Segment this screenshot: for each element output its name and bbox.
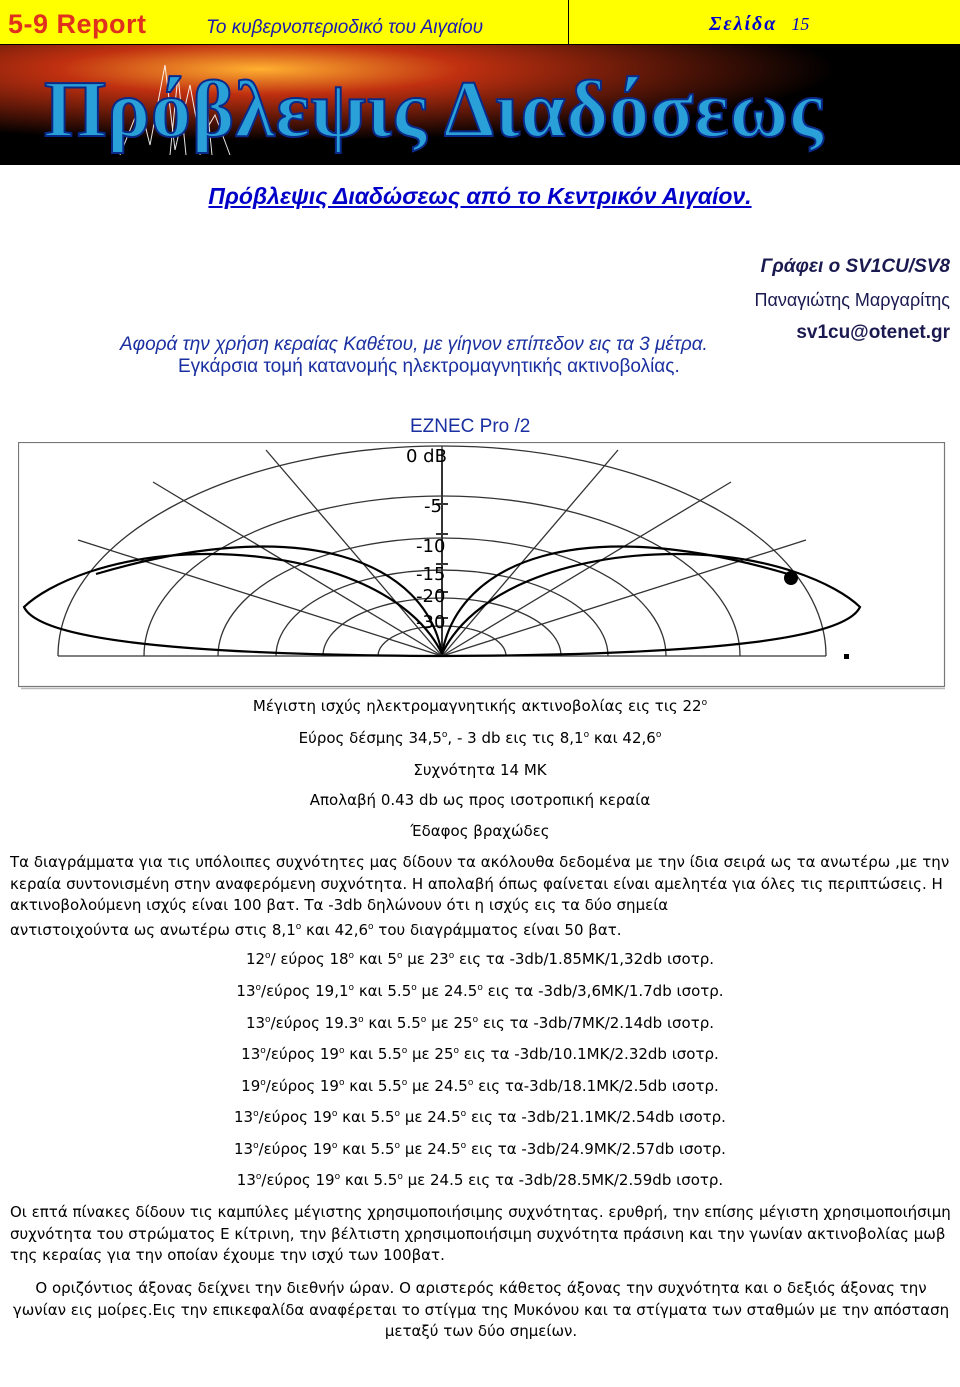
- frequency-row-segment: και 5: [354, 950, 397, 968]
- frequency-row-segment: και 5.5: [363, 1014, 421, 1032]
- degree-sup: ο: [467, 1078, 474, 1088]
- max-gain-marker: [784, 571, 798, 585]
- degree-sup: ο: [460, 1109, 467, 1119]
- banner-title: Πρόβλεψις Διαδόσεως: [44, 66, 824, 154]
- frequency-row-segment: και 5.5: [337, 1108, 395, 1126]
- degree-sup: ο: [411, 983, 417, 993]
- paragraph-3: Ο οριζόντιος άξονας δείχνει την διεθνήν ώραν. Ο αριστερός κάθετος άξονας την συχνότητα και ο δεξιός άξονας την γωνίαν εις μοίρες.Εις την επικεφαλίδα αναφέρεται το στίγμα της Μυκόνου και τα στίγματα των σταθμών με την απόσταση μεταξύ των δύο σημείων.: [12, 1279, 950, 1340]
- tagline: Το κυβερνοπεριοδικό του Αιγαίου: [206, 17, 484, 38]
- byline-author: Γράφει ο SV1CU/SV8: [760, 256, 950, 277]
- degree-sup: ο: [655, 730, 662, 740]
- headline[interactable]: Πρόβλεψις Διαδώσεως από το Κεντρικόν Αιγαίον.: [208, 183, 752, 209]
- degree-sup: ο: [401, 1046, 408, 1056]
- degree-sup: ο: [583, 730, 590, 740]
- software-label: EZNEC Pro /2: [410, 416, 531, 437]
- degree-sup: ο: [460, 1141, 467, 1151]
- degree-sup: ο: [701, 698, 708, 708]
- degree-sup: ο: [265, 1015, 271, 1025]
- page-label-text: Σελίδα: [709, 13, 778, 35]
- frequency-row-segment: εις τα -3db/7MK/2.14db ισοτρ.: [478, 1014, 715, 1032]
- byline-email[interactable]: sv1cu@otenet.gr: [796, 322, 950, 343]
- degree-sup: ο: [441, 730, 448, 740]
- beam-text-a: Εύρος δέσμης 34,5: [298, 729, 442, 747]
- ring-label-0db: 0 dB: [406, 446, 447, 467]
- frequency-row-segment: 19: [241, 1077, 261, 1095]
- brand-title: 5-9 Report: [8, 9, 147, 39]
- ring-label-10: -10: [416, 536, 446, 557]
- degree-sup: ο: [348, 983, 355, 993]
- subject-line-1: Αφορά την χρήση κεραίας Καθέτου, με γίηνον επίπεδον εις τα 3 μέτρα.: [120, 334, 708, 355]
- frequency-row: [0, 950, 960, 968]
- degree-sup: ο: [358, 1015, 364, 1025]
- frequency-row-segment: 13: [241, 1045, 261, 1063]
- frequency-row-segment: με 24.5: [400, 1140, 461, 1158]
- degree-sup: ο: [331, 1109, 338, 1119]
- frequency-row-segment: 13: [236, 982, 256, 1000]
- frequency-row-segment: εις τα-3db/18.1MK/2.5db ισοτρ.: [473, 1077, 719, 1095]
- frequency-row-segment: και 5.5: [344, 1045, 402, 1063]
- paragraph-1-end-b: και 42,6: [301, 920, 369, 939]
- frequency-row-segment: /εύρος 19.3: [270, 1014, 359, 1032]
- frequency-row-segment: με 24.5: [407, 1077, 468, 1095]
- frequency-row-segment: εις τα -3db/10.1MK/2.32db ισοτρ.: [459, 1045, 719, 1063]
- degree-sup: ο: [260, 1078, 266, 1088]
- beam-text-b: , - 3 db εις τις 8,1: [447, 729, 584, 747]
- frequency-row-segment: /εύρος 19: [265, 1077, 339, 1095]
- degree-sup: ο: [334, 1172, 341, 1182]
- frequency-row-segment: /εύρος 19: [261, 1171, 335, 1189]
- frequency-row-segment: 13: [236, 1171, 256, 1189]
- pattern-svg: [18, 442, 958, 690]
- frequency-row-segment: 13: [234, 1140, 254, 1158]
- frequency-row: [0, 1108, 960, 1126]
- degree-sup: ο: [368, 921, 374, 932]
- frequency-row-segment: 13: [245, 1014, 266, 1032]
- degree-sup: ο: [394, 1141, 401, 1151]
- ring-label-5: -5: [424, 496, 442, 517]
- frequency-row: [0, 1140, 960, 1158]
- frequency-row-segment: εις τα -3db/24.9MK/2.57db ισοτρ.: [466, 1140, 726, 1158]
- spec-max-text: Μέγιστη ισχύς ηλεκτρομαγνητικής ακτινοβολίας εις τις 22: [252, 697, 702, 715]
- paragraph-1-text: Τα διαγράμματα για τις υπόλοιπες συχνότητες μας δίδουν τα ακόλουθα δεδομένα με την ίδια σειρά ως τα ανωτέρω ,με την κεραία συντονισμένη στην αναφερόμενη συχνότητα. Η απολαβή όπως φαίνεται είναι αμελητέα για όλες τις περιπτώσεις. Η ακτινοβολούμενη ισχύς είναι 100 βατ. Τα -3db δηλώνουν ότι η ισχύς εις τα δύο σημεία: [10, 853, 950, 914]
- spec-max-power: [0, 697, 960, 715]
- degree-sup: ο: [338, 1078, 345, 1088]
- frequency-row: [0, 1077, 960, 1095]
- frequency-row: [0, 982, 960, 1000]
- frequency-row-segment: με 25: [426, 1014, 473, 1032]
- frequency-row-segment: με 24.5: [416, 982, 478, 1000]
- degree-sup: ο: [255, 1172, 262, 1182]
- frequency-row-segment: εις τα -3db/3,6MK/1.7db ισοτρ.: [482, 982, 724, 1000]
- degree-sup: ο: [331, 1141, 338, 1151]
- degree-sup: ο: [348, 951, 355, 961]
- ring-label-20: -20: [416, 586, 446, 607]
- degree-sup: ο: [265, 951, 271, 961]
- frequency-row-segment: και 5.5: [340, 1171, 398, 1189]
- frequency-row-segment: /εύρος 19: [258, 1140, 332, 1158]
- frequency-row-segment: 13: [234, 1108, 254, 1126]
- frequency-row-segment: με 23: [402, 950, 449, 968]
- frequency-row: [0, 1171, 960, 1189]
- banner: [0, 45, 960, 165]
- degree-sup: ο: [338, 1046, 345, 1056]
- degree-sup: ο: [253, 1141, 259, 1151]
- frequency-row: [0, 1014, 960, 1032]
- spec-gain: Απολαβή 0.43 db ως προς ισοτροπική κεραία: [309, 791, 651, 809]
- frequency-row-segment: και 5.5: [337, 1140, 395, 1158]
- paragraph-1-end-c: του διαγράμματος είναι 50 βατ.: [373, 920, 622, 939]
- frequency-row-segment: /εύρος 19,1: [261, 982, 349, 1000]
- paragraph-1: [10, 852, 952, 941]
- spec-frequency: Συχνότητα 14 ΜΚ: [413, 761, 547, 779]
- degree-sup: ο: [394, 1109, 401, 1119]
- spec-beamwidth: [0, 729, 960, 747]
- page-number: 15: [791, 14, 810, 34]
- frequency-row-segment: /εύρος 19: [258, 1108, 332, 1126]
- degree-sup: ο: [420, 1015, 427, 1025]
- frequency-row-segment: με 24.5 εις τα -3db/28.5MK/2.59db ισοτρ.: [402, 1171, 724, 1189]
- subject-line-2: Εγκάρσια τομή κατανομής ηλεκτρομαγνητικής ακτινοβολίας.: [178, 356, 680, 377]
- ring-label-30: -30: [416, 612, 446, 633]
- frequency-row-segment: εις τα -3db/21.1MK/2.54db ισοτρ.: [466, 1108, 726, 1126]
- page-label: [709, 13, 809, 36]
- degree-sup: ο: [448, 951, 455, 961]
- degree-sup: ο: [401, 1078, 408, 1088]
- frequency-row-segment: και 5.5: [344, 1077, 402, 1095]
- degree-sup: ο: [295, 921, 302, 932]
- degree-sup: ο: [260, 1046, 266, 1056]
- degree-sup: ο: [477, 983, 483, 993]
- byline-name: Παναγιώτης Μαργαρίτης: [754, 290, 950, 310]
- degree-sup: ο: [255, 983, 262, 993]
- paragraph-1-end-a: αντιστοιχούντα ως ανωτέρω στις 8,1: [10, 920, 296, 939]
- frequency-row-segment: εις τα -3db/1.85MK/1,32db ισοτρ.: [454, 950, 715, 968]
- radiation-pattern-chart: [18, 442, 958, 690]
- degree-sup: ο: [397, 1172, 403, 1182]
- frequency-row-segment: / εύρος 18: [270, 950, 349, 968]
- beam-text-c: και 42,6: [589, 729, 656, 747]
- ring-label-15: -15: [416, 564, 446, 585]
- frequency-row-segment: 12: [245, 950, 266, 968]
- frequency-row: [0, 1045, 960, 1063]
- spec-ground: Έδαφος βραχώδες: [410, 822, 550, 840]
- degree-sup: ο: [472, 1015, 479, 1025]
- frequency-row-segment: με 24.5: [400, 1108, 461, 1126]
- frequency-row-segment: και 5.5: [354, 982, 412, 1000]
- degree-sup: ο: [253, 1109, 259, 1119]
- frequency-row-segment: /εύρος 19: [265, 1045, 339, 1063]
- degree-sup: ο: [453, 1046, 460, 1056]
- paragraph-2: Οι επτά πίνακες δίδουν τις καμπύλες μέγιστης χρησιμοποιήσιμης συχνότητας. ερυθρή, την επίσης μέγιστη χρησιμοποιήσιμη συχνότητα του στρώματος Ε κίτρινη, την βέλτιστη χρησιμοποιήσιμη συχνότητα πράσινη και την γωνίαν ακτινοβολίας μωβ της κεραίας για την οποίαν έχουμε την ισχύ των 100βατ.: [10, 1203, 951, 1264]
- frequency-row-segment: με 25: [407, 1045, 454, 1063]
- degree-sup: ο: [396, 951, 403, 961]
